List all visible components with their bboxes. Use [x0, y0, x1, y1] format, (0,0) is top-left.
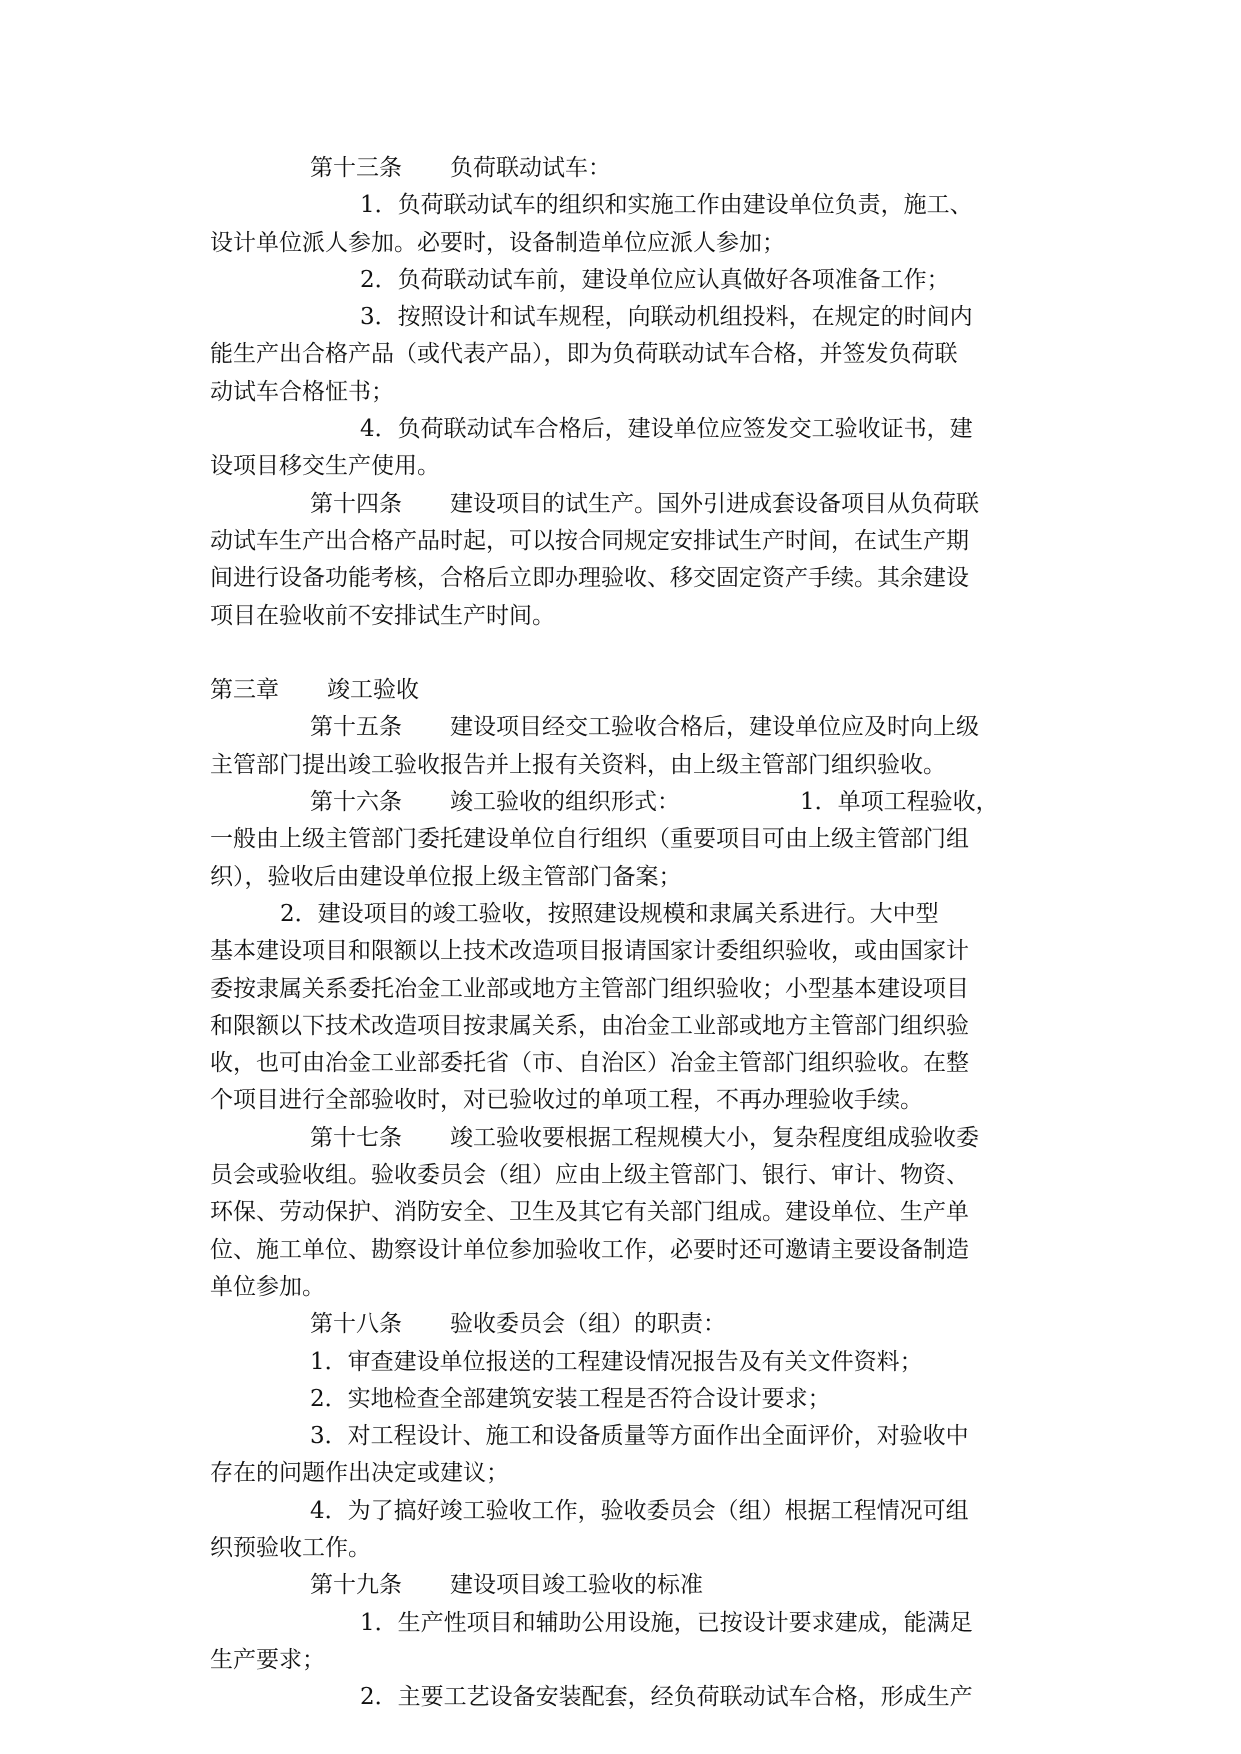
paragraph-line: 位、施工单位、勘察设计单位参加验收工作，必要时还可邀请主要设备制造 [210, 1236, 969, 1263]
article-18-heading: 第十八条 验收委员会（组）的职责： [310, 1311, 726, 1338]
paragraph-line: 1．生产性项目和辅助公用设施，已按设计要求建成，能满足 [360, 1609, 973, 1636]
paragraph-line: 4．为了搞好竣工验收工作，验收委员会（组）根据工程情况可组 [310, 1497, 969, 1524]
article-13-heading: 第十三条 负荷联动试车： [310, 155, 611, 181]
paragraph-line: 动试车生产出合格产品时起，可以按合同规定安排试生产时间，在试生产期 [210, 527, 969, 554]
chapter-3-heading: 第三章 竣工验收 [210, 677, 419, 704]
paragraph-line: 织预验收工作。 [210, 1534, 371, 1561]
paragraph-line: 织），验收后由建设单位报上级主管部门备案； [210, 863, 682, 890]
article-16-heading: 第十六条 竣工验收的组织形式： 1．单项工程验收， [310, 789, 999, 816]
paragraph-line: 2．负荷联动试车前，建设单位应认真做好各项准备工作； [360, 266, 950, 293]
paragraph-line: 委按隶属关系委托冶金工业部或地方主管部门组织验收；小型基本建设项目 [210, 975, 969, 1002]
article-15-heading: 第十五条 建设项目经交工验收合格后，建设单位应及时向上级 [310, 714, 979, 741]
paragraph-line: 收，也可由冶金工业部委托省（市、自治区）冶金主管部门组织验收。在整 [210, 1050, 969, 1077]
paragraph-line: 设计单位派人参加。必要时，设备制造单位应派人参加； [210, 229, 785, 256]
paragraph-line: 3．对工程设计、施工和设备质量等方面作出全面评价，对验收中 [310, 1423, 969, 1450]
paragraph-line: 主管部门提出竣工验收报告并上报有关资料，由上级主管部门组织验收。 [210, 751, 946, 778]
paragraph-line: 2．建设项目的竣工验收，按照建设规模和隶属关系进行。大中型 [280, 900, 939, 927]
paragraph-line: 单位参加。 [210, 1273, 325, 1300]
paragraph-line: 1．负荷联动试车的组织和实施工作由建设单位负责，施工、 [360, 192, 973, 219]
paragraph-line: 1．审查建设单位报送的工程建设情况报告及有关文件资料； [310, 1348, 923, 1375]
paragraph-line: 2．主要工艺设备安装配套，经负荷联动试车合格，形成生产 [360, 1684, 973, 1711]
paragraph-line: 一般由上级主管部门委托建设单位自行组织（重要项目可由上级主管部门组 [210, 826, 969, 853]
blank-line [210, 635, 1030, 672]
paragraph-line: 基本建设项目和限额以上技术改造项目报请国家计委组织验收，或由国家计 [210, 938, 969, 965]
paragraph-line: 项目在验收前不安排试生产时间。 [210, 602, 555, 629]
paragraph-line: 2．实地检查全部建筑安装工程是否符合设计要求； [310, 1385, 831, 1412]
paragraph-line: 设项目移交生产使用。 [210, 453, 440, 480]
paragraph-line: 生产要求； [210, 1646, 325, 1673]
paragraph-line: 间进行设备功能考核，合格后立即办理验收、移交固定资产手续。其余建设 [210, 565, 969, 592]
article-19-heading: 第十九条 建设项目竣工验收的标准 [310, 1572, 703, 1599]
paragraph-line: 和限额以下技术改造项目按隶属关系，由冶金工业部或地方主管部门组织验 [210, 1012, 969, 1039]
article-14-heading: 第十四条 建设项目的试生产。国外引进成套设备项目从负荷联 [310, 490, 979, 517]
document-page [210, 150, 1030, 1716]
paragraph-line: 个项目进行全部验收时，对已验收过的单项工程，不再办理验收手续。 [210, 1087, 923, 1114]
paragraph-line: 4．负荷联动试车合格后，建设单位应签发交工验收证书，建 [360, 416, 973, 443]
article-17-heading: 第十七条 竣工验收要根据工程规模大小，复杂程度组成验收委 [310, 1124, 979, 1151]
paragraph-line: 存在的问题作出决定或建议； [210, 1460, 509, 1487]
paragraph-line: 环保、劳动保护、消防安全、卫生及其它有关部门组成。建设单位、生产单 [210, 1199, 969, 1226]
paragraph-line: 能生产出合格产品（或代表产品），即为负荷联动试车合格，并签发负荷联 [210, 341, 958, 368]
paragraph-line: 动试车合格怔书； [210, 378, 394, 405]
paragraph-line: 员会或验收组。验收委员会（组）应由上级主管部门、银行、审计、物资、 [210, 1162, 969, 1189]
paragraph-line: 3．按照设计和试车规程，向联动机组投料，在规定的时间内 [360, 304, 973, 331]
